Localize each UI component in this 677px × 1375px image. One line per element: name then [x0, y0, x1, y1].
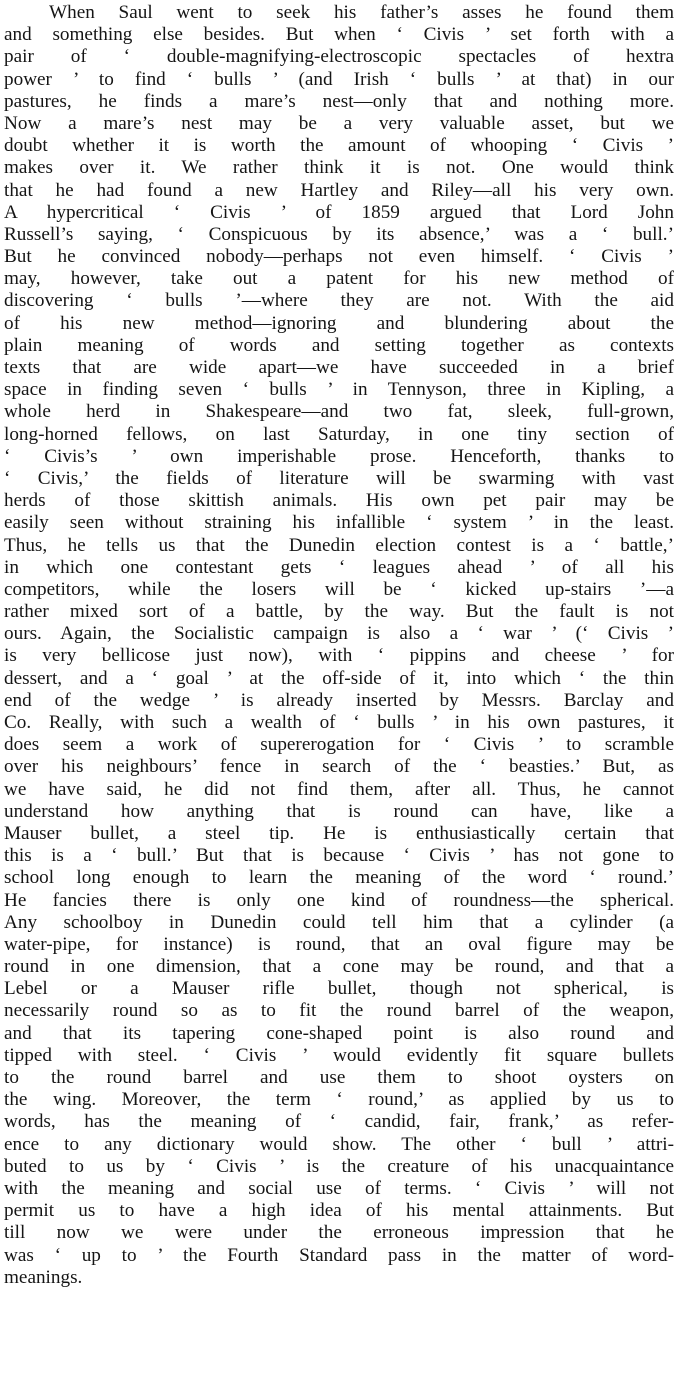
- text-line: doubt whether it is worth the amount of whooping ‘ Civis ’: [4, 135, 674, 157]
- text-line: the wing. Moreover, the term ‘ round,’ as applied by us to: [4, 1089, 674, 1111]
- text-line: that he had found a new Hartley and Riley—all his very own.: [4, 179, 674, 201]
- text-line: school long enough to learn the meaning of the word ‘ round.’: [4, 867, 674, 889]
- text-line: ence to any dictionary would show. The other ‘ bull ’ attri-: [4, 1133, 674, 1155]
- text-line: is very bellicose just now), with ‘ pippins and cheese ’ for: [4, 645, 674, 667]
- text-line: He fancies there is only one kind of roundness—the spherical.: [4, 889, 674, 911]
- text-line: long-horned fellows, on last Saturday, in one tiny section of: [4, 423, 674, 445]
- text-line: pair of ‘ double-magnifying-electroscopic spectacles of hextra: [4, 46, 674, 68]
- text-line: competitors, while the losers will be ‘ kicked up-stairs ’—a: [4, 578, 674, 600]
- text-line: in which one contestant gets ‘ leagues ahead ’ of all his: [4, 556, 674, 578]
- text-line: Mauser bullet, a steel tip. He is enthusiastically certain that: [4, 822, 674, 844]
- text-line: Lebel or a Mauser rifle bullet, though not spherical, is: [4, 978, 674, 1000]
- text-line: ours. Again, the Socialistic campaign is also a ‘ war ’ (‘ Civis ’: [4, 623, 674, 645]
- text-line: was ‘ up to ’ the Fourth Standard pass in the matter of word-: [4, 1244, 674, 1266]
- text-line: of his new method—ignoring and blundering about the: [4, 312, 674, 334]
- text-line: ‘ Civis’s ’ own imperishable prose. Henceforth, thanks to: [4, 445, 674, 467]
- text-line: pastures, he finds a mare’s nest—only that and nothing more.: [4, 90, 674, 112]
- article-paragraph: [4, 2, 674, 1289]
- text-line: space in finding seven ‘ bulls ’ in Tennyson, three in Kipling, a: [4, 379, 674, 401]
- text-line: may, however, take out a patent for his new method of: [4, 268, 674, 290]
- text-line: Any schoolboy in Dunedin could tell him that a cylinder (a: [4, 911, 674, 933]
- text-line: But he convinced nobody—perhaps not even himself. ‘ Civis ’: [4, 246, 674, 268]
- text-line: whole herd in Shakespeare—and two fat, sleek, full-grown,: [4, 401, 674, 423]
- text-line: to the round barrel and use them to shoot oysters on: [4, 1067, 674, 1088]
- text-line: till now we were under the erroneous impression that he: [4, 1222, 674, 1244]
- text-line: end of the wedge ’ is already inserted by Messrs. Barclay and: [4, 689, 674, 711]
- text-line: Now a mare’s nest may be a very valuable asset, but we: [4, 112, 674, 134]
- text-line: we have said, he did not find them, after all. Thus, he cannot: [4, 778, 674, 800]
- text-line: does seem a work of supererogation for ‘ Civis ’ to scramble: [4, 734, 674, 756]
- text-line: and that its tapering cone-shaped point is also round and: [4, 1022, 674, 1044]
- text-line: When Saul went to seek his father’s asses he found them: [49, 2, 674, 23]
- text-line: over his neighbours’ fence in search of the ‘ beasties.’ But, as: [4, 756, 674, 778]
- text-line: herds of those skittish animals. His own pet pair may be: [4, 490, 674, 512]
- text-line: meanings.: [4, 1266, 83, 1288]
- text-line: and something else besides. But when ‘ Civis ’ set forth with a: [4, 24, 674, 46]
- text-line: buted to us by ‘ Civis ’ is the creature of his unacquaintance: [4, 1155, 674, 1177]
- text-line: A hypercritical ‘ Civis ’ of 1859 argued that Lord John: [4, 201, 674, 223]
- text-line: tipped with steel. ‘ Civis ’ would evidently fit square bullets: [4, 1044, 674, 1066]
- text-line: power ’ to find ‘ bulls ’ (and Irish ‘ bulls ’ at that) in our: [4, 68, 674, 90]
- text-line: Co. Really, with such a wealth of ‘ bulls ’ in his own pastures, it: [4, 712, 674, 733]
- text-line: rather mixed sort of a battle, by the way. But the fault is not: [4, 601, 674, 623]
- text-line: Russell’s saying, ‘ Conspicuous by its absence,’ was a ‘ bull.’: [4, 223, 674, 245]
- text-line: words, has the meaning of ‘ candid, fair, frank,’ as refer-: [4, 1111, 674, 1133]
- text-line: ‘ Civis,’ the fields of literature will be swarming with vast: [4, 467, 674, 489]
- text-line: permit us to have a high idea of his mental attainments. But: [4, 1200, 674, 1222]
- text-line: discovering ‘ bulls ’—where they are not. With the aid: [4, 290, 674, 312]
- text-line: with the meaning and social use of terms. ‘ Civis ’ will not: [4, 1177, 674, 1199]
- text-line: easily seen without straining his infallible ‘ system ’ in the least.: [4, 512, 674, 534]
- text-line: makes over it. We rather think it is not. One would think: [4, 157, 674, 179]
- text-line: this is a ‘ bull.’ But that is because ‘ Civis ’ has not gone to: [4, 845, 674, 867]
- text-line: understand how anything that is round can have, like a: [4, 800, 674, 822]
- text-line: plain meaning of words and setting together as contexts: [4, 334, 674, 356]
- text-line: necessarily round so as to fit the round barrel of the weapon,: [4, 1000, 674, 1022]
- text-line: texts that are wide apart—we have succeeded in a brief: [4, 357, 674, 378]
- text-line: round in one dimension, that a cone may be round, and that a: [4, 956, 674, 978]
- text-line: Thus, he tells us that the Dunedin election contest is a ‘ battle,’: [4, 534, 674, 556]
- text-line: water-pipe, for instance) is round, that an oval figure may be: [4, 933, 674, 955]
- text-line: dessert, and a ‘ goal ’ at the off-side of it, into which ‘ the thin: [4, 667, 674, 689]
